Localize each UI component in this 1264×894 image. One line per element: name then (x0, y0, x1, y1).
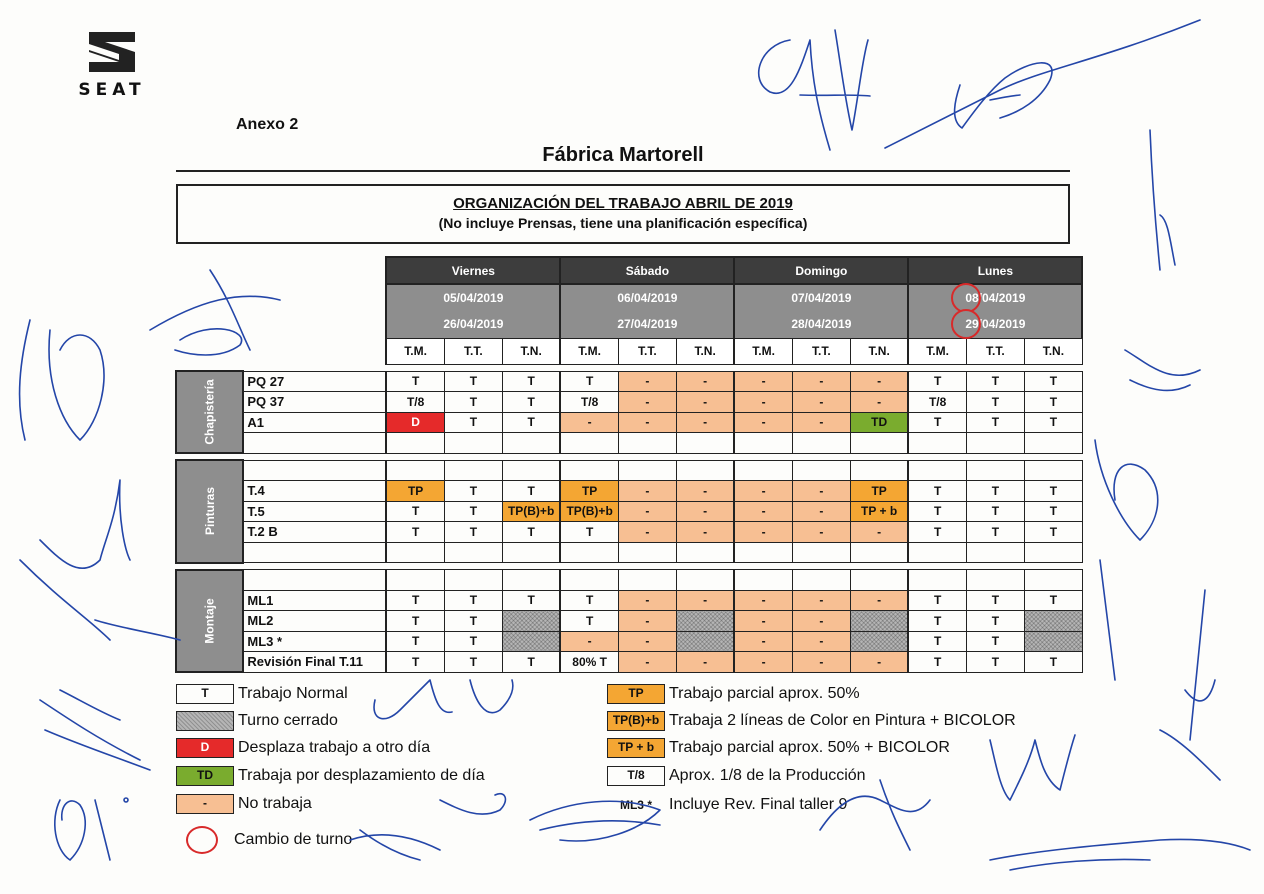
schedule-cell: T (908, 631, 966, 652)
schedule-cell: T (966, 611, 1024, 632)
schedule-cell: T (1024, 481, 1082, 502)
schedule-cell: - (734, 392, 792, 413)
shift-header: T.N. (850, 338, 908, 364)
schedule-cell: T (502, 371, 560, 392)
legend-text: Trabajo parcial aprox. 50% + BICOLOR (669, 739, 950, 756)
schedule-cell: T (966, 590, 1024, 611)
schedule-cell: T (1024, 412, 1082, 433)
schedule-cell: T (386, 611, 444, 632)
schedule-cell: T (966, 392, 1024, 413)
schedule-cell: T (386, 501, 444, 522)
legend-text: Turno cerrado (238, 712, 338, 729)
schedule-cell: - (560, 631, 618, 652)
schedule-cell: - (618, 611, 676, 632)
shift-header: T.T. (966, 338, 1024, 364)
schedule-cell: - (792, 501, 850, 522)
schedule-cell: TP (850, 481, 908, 502)
legend-text: Incluye Rev. Final taller 9 (669, 796, 848, 813)
schedule-cell: - (792, 481, 850, 502)
schedule-cell: - (618, 631, 676, 652)
schedule-cell: T (444, 652, 502, 673)
schedule-cell: - (792, 392, 850, 413)
schedule-cell: - (618, 392, 676, 413)
schedule-cell: - (792, 412, 850, 433)
department-name: Chapistería (202, 379, 217, 445)
schedule-cell: - (792, 590, 850, 611)
schedule-cell: T (444, 611, 502, 632)
schedule-cell: T (1024, 501, 1082, 522)
schedule-cell: T (444, 371, 502, 392)
schedule-cell: T (966, 652, 1024, 673)
schedule-cell: 80% T (560, 652, 618, 673)
schedule-cell: T (908, 371, 966, 392)
schedule-cell: T (966, 631, 1024, 652)
legend-text: Trabaja por desplazamiento de día (238, 767, 485, 784)
schedule-cell: - (734, 371, 792, 392)
row-label: ML3 * (243, 631, 386, 652)
legend-symbol: D (176, 738, 234, 758)
row-label: PQ 27 (243, 371, 386, 392)
schedule-cell: T (386, 652, 444, 673)
shift-header: T.N. (676, 338, 734, 364)
schedule-cell: - (618, 590, 676, 611)
legend-text: Desplaza trabajo a otro día (238, 739, 431, 756)
schedule-cell: - (676, 522, 734, 543)
schedule-cell: T (908, 501, 966, 522)
row-label: A1 (243, 412, 386, 433)
schedule-cell: - (850, 392, 908, 413)
date-text: 28/04/2019 (791, 317, 852, 332)
schedule-cell: - (792, 371, 850, 392)
schedule-cell: T (1024, 522, 1082, 543)
schedule-cell: T (908, 522, 966, 543)
row-label: Revisión Final T.11 (243, 652, 386, 673)
date-text: 05/04/2019 (443, 291, 504, 305)
legend-text: Trabajo parcial aprox. 50% (669, 685, 860, 702)
schedule-cell: T/8 (560, 392, 618, 413)
row-label: ML2 (243, 611, 386, 632)
shift-header: T.T. (444, 338, 502, 364)
day-name: Lunes (908, 257, 1082, 284)
legend-text: Cambio de turno (234, 831, 353, 848)
legend-symbol: T/8 (607, 766, 665, 786)
schedule-cell: T (502, 652, 560, 673)
legend-symbol: TD (176, 766, 234, 786)
schedule-cell: T (502, 392, 560, 413)
schedule-cell: T (386, 631, 444, 652)
schedule-cell: T/8 (908, 392, 966, 413)
document-title: ORGANIZACIÓN DEL TRABAJO ABRIL DE 2019 (453, 195, 793, 212)
schedule-cell: T (560, 522, 618, 543)
legend-symbol: TP(B)+b (607, 711, 665, 731)
schedule-cell: - (676, 481, 734, 502)
row-label: T.2 B (243, 522, 386, 543)
schedule-cell: T (560, 611, 618, 632)
schedule-cell: T (966, 522, 1024, 543)
schedule-cell: T (444, 522, 502, 543)
schedule-cell: - (734, 590, 792, 611)
schedule-cell: - (792, 611, 850, 632)
day-name: Domingo (734, 257, 908, 284)
schedule-cell: - (734, 611, 792, 632)
schedule-cell: - (676, 501, 734, 522)
schedule-cell: T (908, 412, 966, 433)
legend-text: Aprox. 1/8 de la Producción (669, 767, 866, 784)
schedule-cell: T/8 (386, 392, 444, 413)
legend-symbol: ML3 * (619, 798, 652, 812)
schedule-cell: T (444, 412, 502, 433)
schedule-cell: TP + b (850, 501, 908, 522)
row-label: T.4 (243, 481, 386, 502)
schedule-cell: - (734, 412, 792, 433)
annex-label: Anexo 2 (236, 116, 299, 133)
schedule-cell: TP (386, 481, 444, 502)
day-name: Sábado (560, 257, 734, 284)
schedule-cell: T (502, 481, 560, 502)
department-name: Montaje (202, 598, 217, 644)
row-label: ML1 (243, 590, 386, 611)
shift-header: T.M. (560, 338, 618, 364)
schedule-cell: - (850, 652, 908, 673)
shift-header: T.N. (502, 338, 560, 364)
shift-header: T.N. (1024, 338, 1082, 364)
schedule-cell: - (850, 522, 908, 543)
factory-title: Fábrica Martorell (542, 144, 704, 166)
schedule-cell: T (966, 501, 1024, 522)
schedule-cell: - (792, 652, 850, 673)
schedule-cell: - (676, 412, 734, 433)
schedule-cell: T (908, 611, 966, 632)
schedule-cell: T (908, 481, 966, 502)
schedule-cell: T (966, 371, 1024, 392)
logo-wordmark: SEAT (78, 80, 146, 100)
schedule-cell: TP (560, 481, 618, 502)
schedule-cell: - (792, 522, 850, 543)
schedule-cell: T (908, 590, 966, 611)
department-name: Pinturas (202, 487, 217, 536)
schedule-cell: - (618, 481, 676, 502)
schedule-cell: T (444, 481, 502, 502)
shift-header: T.T. (792, 338, 850, 364)
schedule-cell: T (386, 522, 444, 543)
schedule-cell: - (676, 371, 734, 392)
date-text: 07/04/2019 (791, 291, 852, 305)
schedule-cell: - (734, 522, 792, 543)
date-text: 29/04/2019 (965, 317, 1026, 332)
schedule-cell: T (966, 481, 1024, 502)
schedule-cell: - (560, 412, 618, 433)
schedule-cell: T (386, 590, 444, 611)
schedule-cell: - (676, 590, 734, 611)
schedule-cell: T (444, 501, 502, 522)
date-text: 06/04/2019 (617, 291, 678, 305)
shift-header: T.M. (908, 338, 966, 364)
schedule-cell: T (502, 412, 560, 433)
shift-header: T.M. (386, 338, 444, 364)
schedule-cell: T (1024, 392, 1082, 413)
date-text: 08/04/2019 (965, 291, 1026, 305)
schedule-cell: T (908, 652, 966, 673)
schedule-cell: - (676, 652, 734, 673)
row-label: PQ 37 (243, 392, 386, 413)
schedule-cell: - (734, 652, 792, 673)
day-name: Viernes (386, 257, 560, 284)
schedule-cell: T (502, 522, 560, 543)
schedule-cell: - (618, 522, 676, 543)
schedule-cell: TD (850, 412, 908, 433)
schedule-cell: T (966, 412, 1024, 433)
legend-symbol: T (176, 684, 234, 704)
shift-header: T.T. (618, 338, 676, 364)
legend-text: No trabaja (238, 795, 312, 812)
schedule-cell: - (618, 652, 676, 673)
schedule-cell: T (1024, 590, 1082, 611)
legend-text: Trabaja 2 líneas de Color en Pintura + BICOLOR (669, 712, 1016, 729)
legend-symbol: TP + b (607, 738, 665, 758)
schedule-cell: - (792, 631, 850, 652)
schedule-cell: - (734, 631, 792, 652)
schedule-cell: TP(B)+b (560, 501, 618, 522)
date-text: 27/04/2019 (617, 317, 678, 332)
schedule-cell: T (444, 392, 502, 413)
schedule-cell: - (850, 371, 908, 392)
schedule-cell: T (1024, 652, 1082, 673)
schedule-cell: - (618, 501, 676, 522)
schedule-cell: D (386, 412, 444, 433)
document-subtitle: (No incluye Prensas, tiene una planificación específica) (438, 215, 808, 231)
schedule-cell: - (850, 590, 908, 611)
shift-header: T.M. (734, 338, 792, 364)
schedule-cell: TP(B)+b (502, 501, 560, 522)
legend-text: Trabajo Normal (238, 685, 348, 702)
schedule-cell: - (676, 392, 734, 413)
schedule-cell: T (560, 371, 618, 392)
schedule-cell: - (734, 481, 792, 502)
row-label: T.5 (243, 501, 386, 522)
schedule-cell: T (560, 590, 618, 611)
legend-symbol: - (176, 794, 234, 814)
schedule-cell: T (386, 371, 444, 392)
schedule-cell: - (618, 371, 676, 392)
legend-symbol: TP (607, 684, 665, 704)
schedule-cell: T (444, 590, 502, 611)
date-text: 26/04/2019 (443, 317, 504, 332)
schedule-cell: T (1024, 371, 1082, 392)
schedule-cell: T (444, 631, 502, 652)
schedule-cell: - (618, 412, 676, 433)
schedule-cell: - (734, 501, 792, 522)
schedule-cell: T (502, 590, 560, 611)
